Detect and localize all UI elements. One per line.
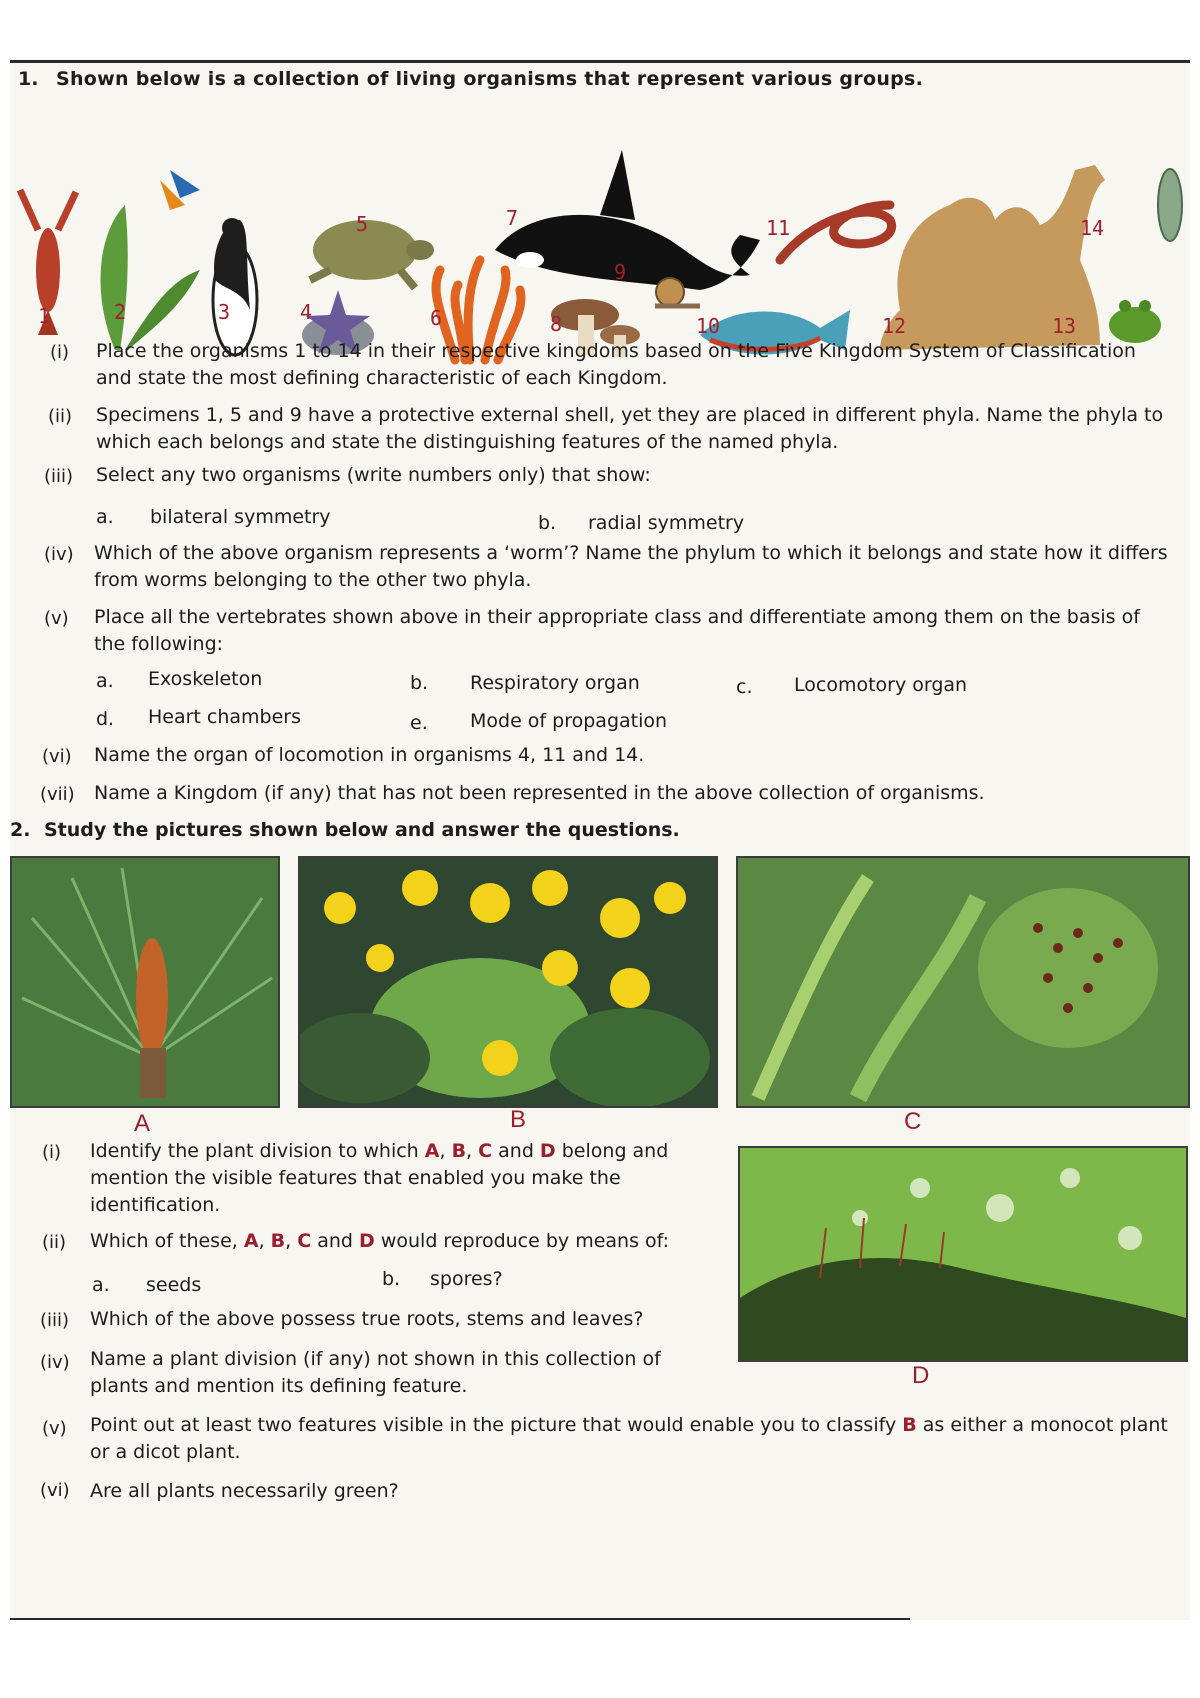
q2-part-i-number: (i) <box>42 1142 62 1163</box>
q2-part-vi-number: (vi) <box>40 1480 70 1501</box>
q2-ii-option-a-text: seeds <box>146 1274 202 1296</box>
q1-part-iii-number: (iii) <box>44 466 74 487</box>
q1-v-option-e-text: Mode of propagation <box>470 710 668 732</box>
organism-label-6: 6 <box>430 306 443 330</box>
top-rule <box>10 60 1190 63</box>
q2-ii-option-a-letter: a. <box>92 1274 110 1296</box>
q1-iii-option-b-letter: b. <box>538 512 557 534</box>
picture-label-a: A <box>134 1110 151 1137</box>
q1-part-ii-text: Specimens 1, 5 and 9 have a protective external shell, yet they are placed in different phyla. Name the phyla to which each belongs and state the distinguishing features of the named phyla. <box>96 404 1164 453</box>
photo-b-flowers <box>298 856 718 1108</box>
frog-icon <box>1109 300 1161 343</box>
organism-label-10: 10 <box>696 314 721 338</box>
q2-ii-option-b-letter: b. <box>382 1268 401 1290</box>
organism-label-9: 9 <box>614 260 627 284</box>
q1-part-vii-text: Name a Kingdom (if any) that has not been represented in the above collection of organisms. <box>94 782 985 804</box>
q2-ii-option-b-text: spores? <box>430 1268 503 1290</box>
q2-number: 2. <box>10 819 31 841</box>
photo-d-moss <box>738 1146 1188 1362</box>
q1-part-i-number: (i) <box>50 342 70 363</box>
q2-part-iii-text: Which of the above possess true roots, stems and leaves? <box>90 1308 644 1330</box>
organism-label-2: 2 <box>114 300 127 324</box>
q1-v-option-d-text: Heart chambers <box>148 706 302 728</box>
q1-part-iv-number: (iv) <box>44 544 74 565</box>
photo-a-cycad <box>10 856 280 1108</box>
organism-label-12: 12 <box>882 314 907 338</box>
q2-part-iii-number: (iii) <box>40 1310 70 1331</box>
organism-label-13: 13 <box>1052 314 1077 338</box>
q1-v-option-c-letter: c. <box>736 676 753 698</box>
q1-v-option-b-letter: b. <box>410 672 429 694</box>
q2-part-ii-text: Which of these, A, B, C and D would reproduce by means of: <box>90 1230 670 1252</box>
q1-part-vi-text: Name the organ of locomotion in organisms 4, 11 and 14. <box>94 744 645 766</box>
q1-part-vi-number: (vi) <box>42 746 72 767</box>
q1-v-option-a-letter: a. <box>96 670 114 692</box>
q2-part-vi-text: Are all plants necessarily green? <box>90 1480 399 1502</box>
earthworm-icon <box>780 205 892 260</box>
organism-label-14: 14 <box>1080 216 1105 240</box>
fern-image <box>738 858 1188 1106</box>
q1-v-option-d-letter: d. <box>96 708 115 730</box>
organism-label-7: 7 <box>506 206 519 230</box>
q1-title: Shown below is a collection of living organisms that represent various groups. <box>56 68 924 90</box>
q1-part-ii-number: (ii) <box>48 406 73 427</box>
q1-v-option-a-text: Exoskeleton <box>148 668 263 690</box>
penguin-icon <box>213 218 257 355</box>
photo-c-fern <box>736 856 1190 1108</box>
flowers-image <box>300 858 716 1106</box>
organism-label-1: 1 <box>38 304 51 328</box>
organism-label-3: 3 <box>218 300 231 324</box>
q1-v-option-b-text: Respiratory organ <box>470 672 640 694</box>
q2-title: Study the pictures shown below and answer the questions. <box>44 819 680 841</box>
q1-part-iii-text: Select any two organisms (write numbers only) that show: <box>96 464 651 486</box>
q1-part-v-number: (v) <box>44 608 69 629</box>
q1-part-v-text: Place all the vertebrates shown above in their appropriate class and differentiate among them on the basis of the following: <box>94 606 1140 655</box>
bottom-rule <box>10 1618 910 1620</box>
q1-v-option-e-letter: e. <box>410 712 428 734</box>
q1-iii-option-b-text: radial symmetry <box>588 512 745 534</box>
cycad-image <box>12 858 278 1106</box>
picture-label-c: C <box>904 1108 922 1135</box>
q2-part-i-text: Identify the plant division to which A, B, C and D belong and mention the visible features that enabled you make the identification. <box>90 1140 669 1216</box>
organism-label-8: 8 <box>550 312 563 336</box>
q2-part-iv-number: (iv) <box>40 1352 70 1373</box>
q1-part-iv-text: Which of the above organism represents a ‘worm’? Name the phylum to which it belongs and state how it differs from worms belonging to the other two phyla. <box>94 542 1168 591</box>
q1-number: 1. <box>18 68 39 90</box>
q1-iii-option-a-letter: a. <box>96 506 114 528</box>
organism-label-5: 5 <box>356 212 369 236</box>
q2-part-iv-text: Name a plant division (if any) not shown in this collection of plants and mention its defining feature. <box>90 1348 661 1397</box>
q2-part-v-number: (v) <box>42 1418 67 1439</box>
moss-image <box>740 1148 1186 1360</box>
q1-iii-option-a-text: bilateral symmetry <box>150 506 331 528</box>
picture-label-d: D <box>912 1362 930 1389</box>
q1-v-option-c-text: Locomotory organ <box>794 674 968 696</box>
orca-icon <box>495 150 760 290</box>
organism-label-4: 4 <box>300 300 313 324</box>
q1-part-i-text: Place the organisms 1 to 14 in their respective kingdoms based on the Five Kingdom System of Classification and state the most defining characteristic of each Kingdom. <box>96 340 1136 389</box>
picture-label-b: B <box>510 1106 527 1133</box>
paramecium-icon <box>1158 169 1182 241</box>
q2-part-ii-number: (ii) <box>42 1232 67 1253</box>
q2-part-v-text: Point out at least two features visible in the picture that would enable you to classify B as either a monocot plant or a dicot plant. <box>90 1414 1168 1463</box>
worksheet-page <box>10 60 1190 1620</box>
organism-label-11: 11 <box>766 216 791 240</box>
turtle-icon <box>310 220 434 288</box>
q1-part-vii-number: (vii) <box>40 784 75 805</box>
